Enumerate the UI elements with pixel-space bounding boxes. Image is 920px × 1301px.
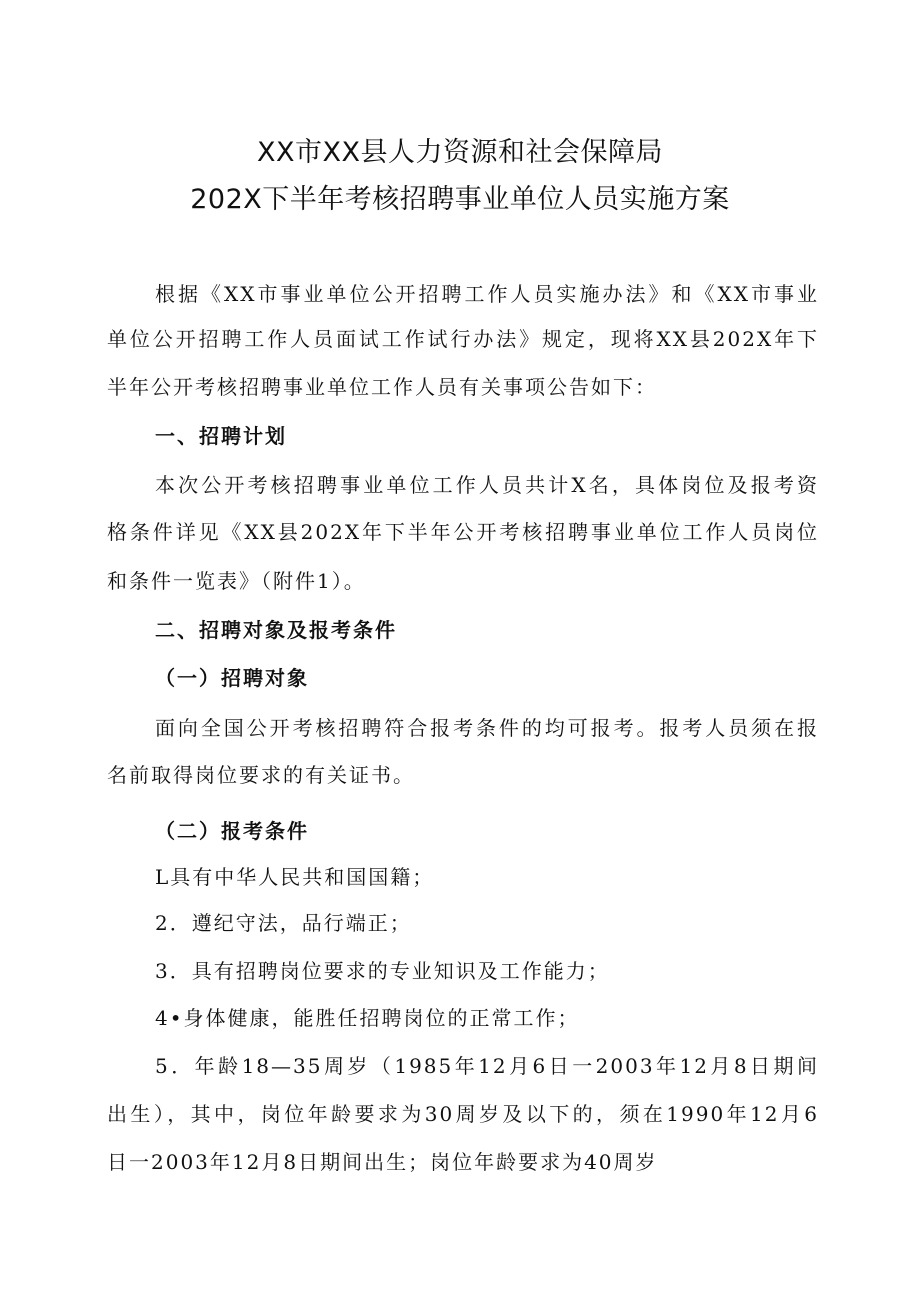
section2-sub1-heading: （一）招聘对象 xyxy=(155,666,309,690)
intro-paragraph-line1: 根据《XX市事业单位公开招聘工作人员实施办法》和《XX市事业 xyxy=(155,282,819,306)
condition-item-5-line1: 5．年龄18—35周岁（1985年12月6日一2003年12月8日期间 xyxy=(155,1054,819,1078)
section2-heading: 二、招聘对象及报考条件 xyxy=(155,618,397,642)
document-title-line1: XX市XX县人力资源和社会保障局 xyxy=(257,137,663,168)
document-title-line2: 202X下半年考核招聘事业单位人员实施方案 xyxy=(190,184,730,215)
section1-paragraph-line3: 和条件一览表》（附件1）。 xyxy=(107,569,366,593)
condition-item-5-line3: 日一2003年12月8日期间出生；岗位年龄要求为40周岁 xyxy=(107,1150,658,1174)
sub1-paragraph-line2: 名前取得岗位要求的有关证书。 xyxy=(107,763,415,787)
intro-paragraph-line2: 单位公开招聘工作人员面试工作试行办法》规定，现将XX县202X年下 xyxy=(107,327,819,351)
section1-paragraph-line1: 本次公开考核招聘事业单位工作人员共计X名，具体岗位及报考资 xyxy=(155,473,819,497)
section2-sub2-heading: （二）报考条件 xyxy=(155,819,309,843)
intro-paragraph-line3: 半年公开考核招聘事业单位工作人员有关事项公告如下： xyxy=(107,375,657,399)
section1-paragraph-line2: 格条件详见《XX县202X年下半年公开考核招聘事业单位工作人员岗位 xyxy=(107,520,819,544)
section1-heading: 一、招聘计划 xyxy=(155,424,287,448)
condition-item-4: 4•身体健康，能胜任招聘岗位的正常工作； xyxy=(155,1006,580,1030)
condition-item-2: 2．遵纪守法，品行端正； xyxy=(155,911,412,935)
condition-item-1: L具有中华人民共和国国籍； xyxy=(155,865,435,889)
condition-item-3: 3．具有招聘岗位要求的专业知识及工作能力； xyxy=(155,959,610,983)
condition-item-5-line2: 出生），其中，岗位年龄要求为30周岁及以下的，须在1990年12月6 xyxy=(107,1102,819,1126)
sub1-paragraph-line1: 面向全国公开考核招聘符合报考条件的均可报考。报考人员须在报 xyxy=(155,716,819,740)
